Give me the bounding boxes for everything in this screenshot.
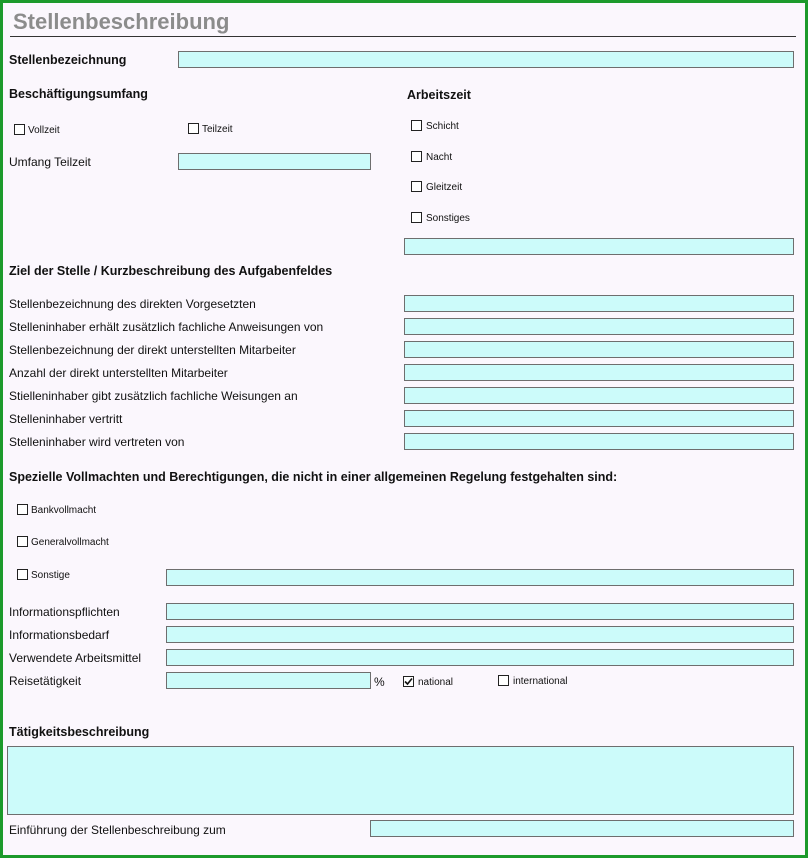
stellenbezeichnung-label: Stellenbezeichnung [9, 53, 127, 67]
ziel-row-label: Stielleninhaber gibt zusätzlich fachliche Weisungen an [9, 389, 298, 403]
anweisungen-von-field[interactable] [404, 318, 794, 335]
unterstellte-mitarbeiter-field[interactable] [404, 341, 794, 358]
check-icon [404, 677, 413, 686]
sonstige-label: Sonstige [31, 570, 70, 581]
bankvollmacht-label: Bankvollmacht [31, 505, 97, 516]
einfuehrung-label: Einführung der Stellenbeschreibung zum [9, 823, 226, 837]
vertreten-von-field[interactable] [404, 433, 794, 450]
informationsbedarf-label: Informationsbedarf [9, 628, 110, 642]
international-label: international [513, 676, 568, 687]
stellenbezeichnung-field[interactable] [178, 51, 794, 68]
teilzeit-checkbox[interactable] [188, 123, 199, 134]
umfang-teilzeit-label: Umfang Teilzeit [9, 155, 91, 169]
ziel-row-label: Stellenbezeichnung der direkt unterstellten Mitarbeiter [9, 343, 296, 357]
informationspflichten-label: Informationspflichten [9, 605, 120, 619]
arbeitsmittel-label: Verwendete Arbeitsmittel [9, 651, 142, 665]
reisetaetigkeit-label: Reisetätigkeit [9, 674, 82, 688]
arbeitszeit-heading: Arbeitszeit [407, 88, 471, 102]
taetigkeit-heading: Tätigkeitsbeschreibung [9, 725, 150, 739]
page-title: Stellenbeschreibung [13, 9, 230, 34]
vollmachten-heading: Spezielle Vollmachten und Berechtigungen, die nicht in einer allgemeinen Regelung festgehalten sind: [9, 470, 618, 484]
teilzeit-label: Teilzeit [202, 124, 233, 135]
gleitzeit-label: Gleitzeit [426, 182, 463, 193]
gleitzeit-checkbox[interactable] [411, 181, 422, 192]
ziel-row-label: Stellenbezeichnung des direkten Vorgesetzten [9, 297, 256, 311]
weisungen-an-field[interactable] [404, 387, 794, 404]
ziel-heading: Ziel der Stelle / Kurzbeschreibung des Aufgabenfeldes [9, 264, 333, 278]
ziel-row-label: Stelleninhaber wird vertreten von [9, 435, 185, 449]
international-checkbox[interactable] [498, 675, 509, 686]
reisetaetigkeit-field[interactable] [166, 672, 371, 689]
ziel-row-label: Anzahl der direkt unterstellten Mitarbeiter [9, 366, 228, 380]
bankvollmacht-checkbox[interactable] [17, 504, 28, 515]
nacht-label: Nacht [426, 152, 453, 163]
vollzeit-checkbox[interactable] [14, 124, 25, 135]
percent-unit: % [374, 675, 385, 689]
sonstige-vollmacht-field[interactable] [166, 569, 794, 586]
sonstiges-label: Sonstiges [426, 213, 470, 224]
sonstige-checkbox[interactable] [17, 569, 28, 580]
informationsbedarf-field[interactable] [166, 626, 794, 643]
ziel-row-label: Stelleninhaber erhält zusätzlich fachliche Anweisungen von [9, 320, 324, 334]
schicht-label: Schicht [426, 121, 459, 132]
vollzeit-label: Vollzeit [28, 125, 60, 136]
taetigkeit-textarea[interactable] [7, 746, 794, 815]
vorgesetzter-field[interactable] [404, 295, 794, 312]
nacht-checkbox[interactable] [411, 151, 422, 162]
beschaeftigungsumfang-heading: Beschäftigungsumfang [9, 87, 148, 101]
informationspflichten-field[interactable] [166, 603, 794, 620]
vertritt-field[interactable] [404, 410, 794, 427]
generalvollmacht-label: Generalvollmacht [31, 537, 109, 548]
einfuehrung-field[interactable] [370, 820, 794, 837]
umfang-teilzeit-field[interactable] [178, 153, 371, 170]
schicht-checkbox[interactable] [411, 120, 422, 131]
title-divider [10, 36, 796, 37]
national-label: national [418, 677, 454, 688]
sonstiges-checkbox[interactable] [411, 212, 422, 223]
ziel-row-label: Stelleninhaber vertritt [9, 412, 123, 426]
anzahl-mitarbeiter-field[interactable] [404, 364, 794, 381]
generalvollmacht-checkbox[interactable] [17, 536, 28, 547]
arbeitszeit-sonstiges-field[interactable] [404, 238, 794, 255]
arbeitsmittel-field[interactable] [166, 649, 794, 666]
national-checkbox[interactable] [403, 676, 414, 687]
